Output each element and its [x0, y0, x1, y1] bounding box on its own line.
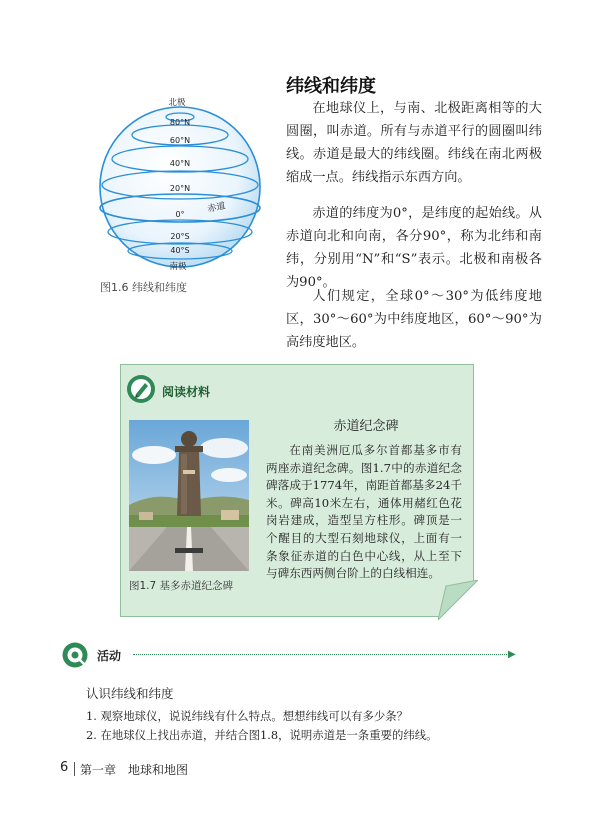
- lat-label-40s: 40°S: [170, 246, 190, 255]
- footer-divider: [74, 762, 75, 776]
- section-title: 纬线和纬度: [286, 76, 376, 97]
- page-fold-corner: [438, 580, 478, 620]
- paragraph-latitude-degrees: 赤道的纬度为0°，是纬度的起始线。从赤道向北和向南，各分90°，称为北纬和南纬，分别用“N”和“S”表示。北极和南极各为90°。: [286, 206, 542, 290]
- lat-label-20n: 20°N: [169, 184, 191, 193]
- activity-item: 2. 在地球仪上找出赤道，并结合图1.8，说明赤道是一条重要的纬线。: [86, 728, 438, 742]
- figure-1-7-caption: 图1.7 基多赤道纪念碑: [129, 580, 234, 592]
- figure-1-6-caption: 图1.6 纬线和纬度: [100, 281, 187, 294]
- reading-pen-icon: [126, 374, 156, 404]
- chapter-label: 第一章 地球和地图: [80, 763, 189, 777]
- activity-icon: [62, 642, 88, 668]
- activity-dotted-divider: [133, 654, 511, 655]
- activity-title: 认识纬线和纬度: [86, 686, 174, 701]
- lat-label-80n: 80°N: [169, 118, 191, 127]
- equator-label: 赤道: [206, 201, 227, 215]
- paragraph-equator-definition: 在地球仪上，与南、北极距离相等的大圆圈，叫赤道。所有与赤道平行的圆圈叫纬线。赤道是最大的纬线圈。纬线在南北两极缩成一点。纬线指示东西方向。: [286, 101, 542, 185]
- lat-label-0: 0°: [175, 210, 185, 219]
- lat-label-20s: 20°S: [170, 232, 190, 241]
- lat-label-60n: 60°N: [169, 136, 191, 145]
- paragraph-latitude-zones: 人们规定，全球0°～30°为低纬度地区，30°～60°为中纬度地区，60°～90°为高纬度地区。: [286, 289, 542, 350]
- equator-monument-photo: [129, 420, 249, 571]
- lat-label-40n: 40°N: [169, 159, 191, 168]
- latitude-globe-figure: [95, 95, 265, 275]
- reading-material-label: 阅读材料: [162, 385, 211, 399]
- activity-item: 1. 观察地球仪，说说纬线有什么特点。想想纬线可以有多少条？: [86, 709, 409, 723]
- south-pole-label: 南极: [169, 262, 187, 272]
- arrow-right-icon: ▶: [508, 649, 516, 660]
- page-number: 6: [60, 760, 69, 775]
- activity-label: 活动: [97, 649, 122, 663]
- reading-body: 在南美洲厄瓜多尔首都基多市有两座赤道纪念碑。图1.7中的赤道纪念碑落成于1774年，南距首都基多24千米。碑高10米左右，通体用赭红色花岗岩建成，造型呈方柱形。碑顶是一个醒目的大型石刻地球仪，上面有一条象征赤道的白色中心线，从上至下与碑东西两侧台阶上的白线相连。: [266, 443, 462, 581]
- north-pole-label: 北极: [168, 98, 186, 108]
- reading-title: 赤道纪念碑: [333, 419, 399, 434]
